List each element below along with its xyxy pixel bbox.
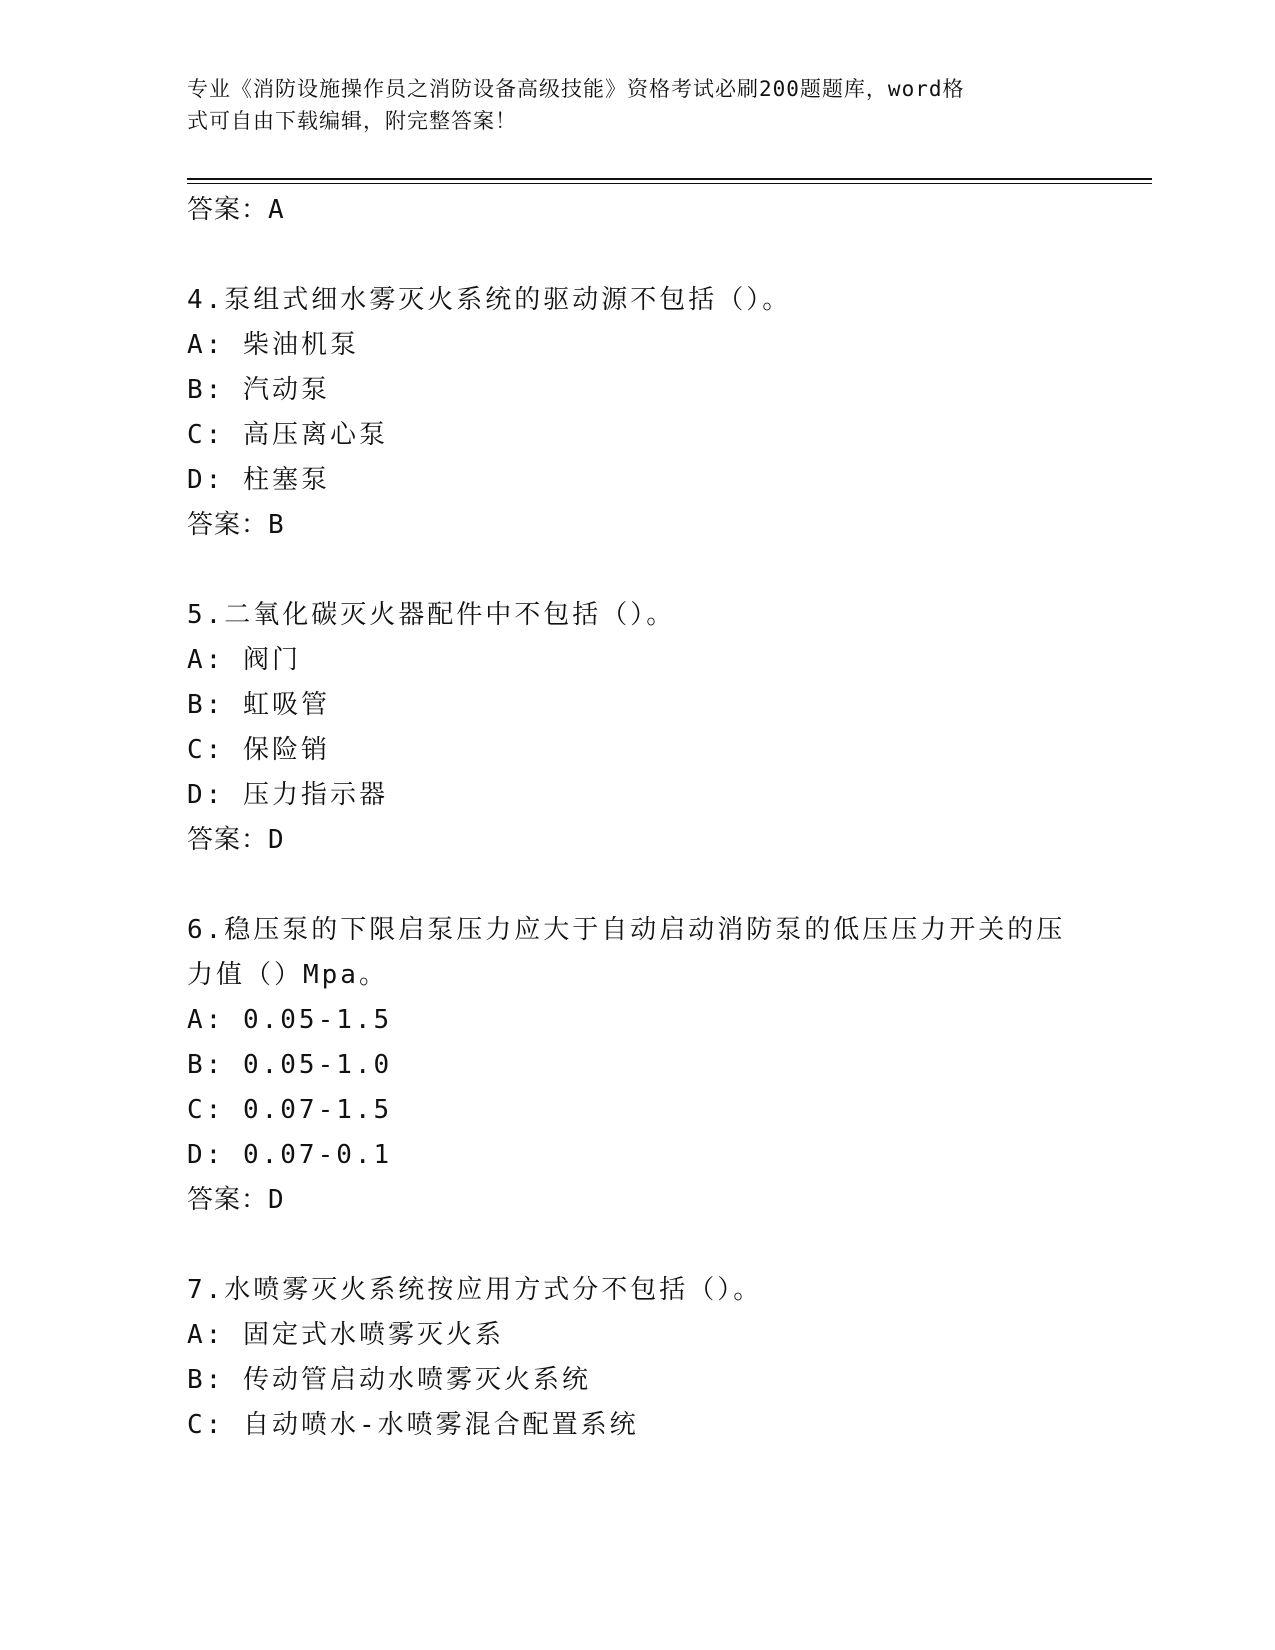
option-d: D: 0.07-0.1: [187, 1140, 393, 1170]
option-b: B: 传动管启动水喷雾灭火系统: [187, 1365, 591, 1395]
answer-label: 答案：A: [187, 195, 285, 225]
option-a: A: 柴油机泵: [187, 330, 359, 360]
question-block: [187, 593, 1087, 863]
option-d: D: 柱塞泵: [187, 465, 330, 495]
question-stem-line-2: 力值（）Mpa。: [187, 960, 388, 990]
question-block: [187, 278, 1087, 548]
option-d: D: 压力指示器: [187, 780, 388, 810]
spacer: [187, 1223, 1087, 1268]
option-c: C: 0.07-1.5: [187, 1095, 393, 1125]
header-line-2: 式可自由下载编辑，附完整答案！: [187, 109, 517, 133]
answer-label: 答案：D: [187, 825, 285, 855]
option-c: C: 保险销: [187, 735, 330, 765]
option-a: A: 阀门: [187, 645, 301, 675]
option-c: C: 自动喷水-水喷雾混合配置系统: [187, 1410, 639, 1440]
question-block: [187, 1268, 1087, 1448]
question-list: [187, 188, 1087, 1448]
spacer: [187, 233, 1087, 278]
spacer: [187, 863, 1087, 908]
question-stem: 5.二氧化碳灭火器配件中不包括（）。: [187, 600, 676, 630]
question-stem: 4.泵组式细水雾灭火系统的驱动源不包括（）。: [187, 285, 792, 315]
option-a: A: 固定式水喷雾灭火系: [187, 1320, 504, 1350]
document-header: [187, 73, 1087, 137]
question-block: [187, 908, 1087, 1223]
answer-label: 答案：D: [187, 1185, 285, 1215]
option-c: C: 高压离心泵: [187, 420, 388, 450]
answer-label: 答案：B: [187, 510, 285, 540]
option-b: B: 0.05-1.0: [187, 1050, 393, 1080]
question-stem: 7.水喷雾灭火系统按应用方式分不包括（）。: [187, 1275, 763, 1305]
option-b: B: 汽动泵: [187, 375, 330, 405]
spacer: [187, 548, 1087, 593]
header-line-1: 专业《消防设施操作员之消防设备高级技能》资格考试必刷200题题库，word格: [187, 77, 965, 101]
header-divider: [187, 178, 1152, 180]
question-stem-line-1: 6.稳压泵的下限启泵压力应大于自动启动消防泵的低压压力开关的压: [187, 915, 1066, 945]
header-divider-thin: [187, 183, 1152, 184]
option-b: B: 虹吸管: [187, 690, 330, 720]
option-a: A: 0.05-1.5: [187, 1005, 393, 1035]
